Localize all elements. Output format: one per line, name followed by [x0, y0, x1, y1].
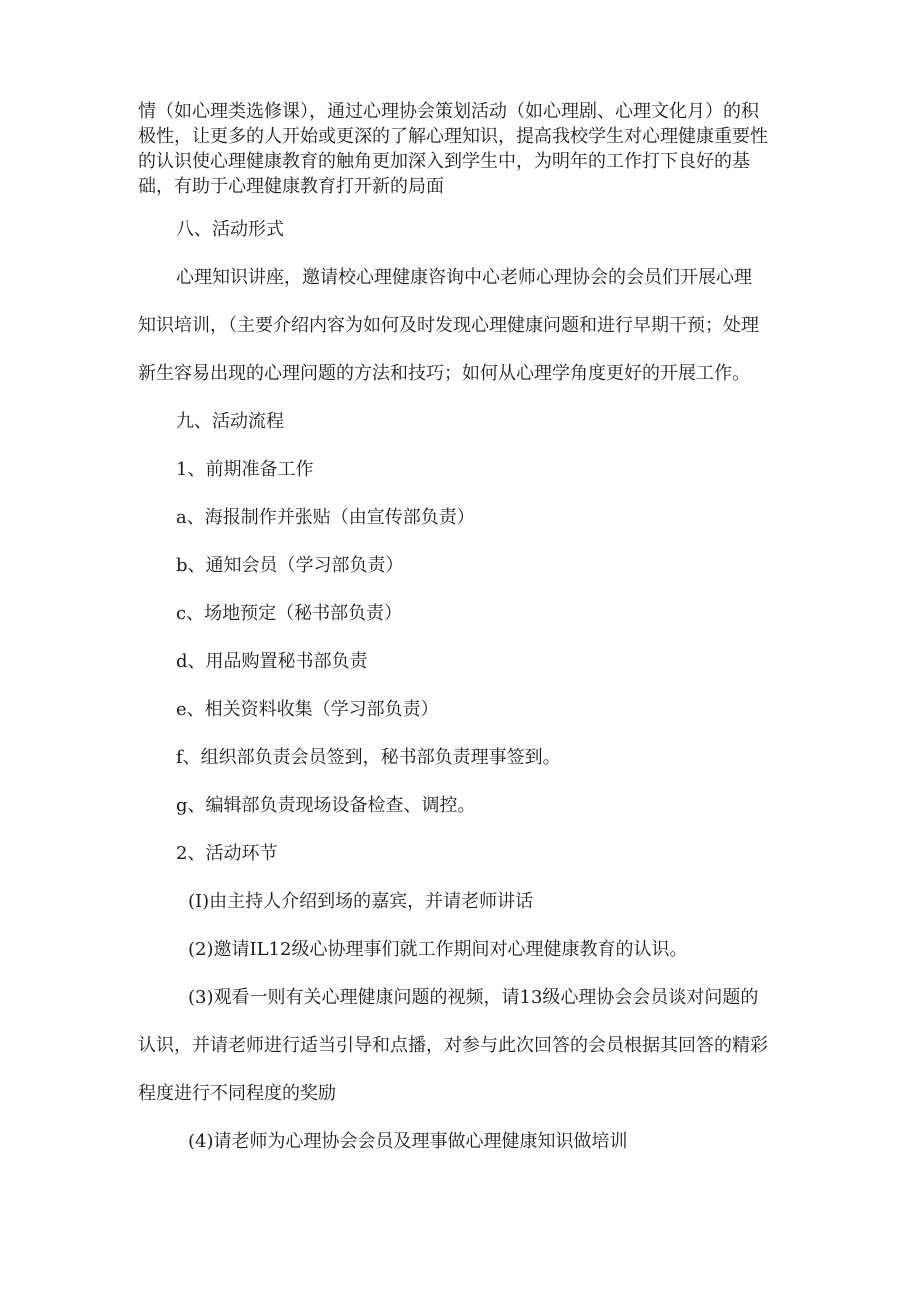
intro-line-1: 情（如心理类选修课），通过心理协会策划活动（如心理剧、心理文化月）的积	[138, 101, 759, 122]
section-8-line-2: 知识培训，（主要介绍内容为如何及时发现心理健康问题和进行早期干预；处理	[138, 315, 759, 336]
section-8-line-3: 新生容易出现的心理问题的方法和技巧；如何从心理学角度更好的开展工作。	[138, 363, 750, 384]
prep-item-a: a、海报制作并张贴（由宣传部负责）	[176, 507, 475, 528]
step-3-line-1: (3)观看一则有关心理健康问题的视频，请13级心理协会会员谈对问题的	[188, 987, 759, 1008]
prep-item-e: e、相关资料收集（学习部负责）	[176, 699, 439, 720]
step-3-line-2: 认识，并请老师进行适当引导和点播，对参与此次回答的会员根据其回答的精彩	[138, 1035, 768, 1056]
prep-item-c: c、场地预定（秘书部负责）	[176, 603, 403, 624]
intro-line-3: 的认识使心理健康教育的触角更加深入到学生中，为明年的工作打下良好的基	[138, 151, 750, 172]
section-8-heading: 八、活动形式	[176, 219, 284, 240]
prep-item-d: d、用品购置秘书部负责	[176, 651, 368, 672]
step-1: (I)由主持人介绍到场的嘉宾，并请老师讲话	[188, 891, 534, 912]
intro-line-4: 础，有助于心理健康教育打开新的局面	[138, 176, 444, 197]
step-3-line-3: 程度进行不同程度的奖励	[138, 1083, 336, 1104]
prep-item-g: g、编辑部负责现场设备检查、调控。	[176, 795, 476, 816]
prep-title: 1、前期准备工作	[176, 459, 314, 480]
section-8-line-1: 心理知识讲座，邀请校心理健康咨询中心老师心理协会的会员们开展心理	[176, 267, 752, 288]
intro-line-2: 极性，让更多的人开始或更深的了解心理知识，提高我校学生对心理健康重要性	[138, 126, 768, 147]
prep-item-b: b、通知会员（学习部负责）	[176, 555, 404, 576]
steps-title: 2、活动环节	[176, 843, 278, 864]
prep-item-f: f、组织部负责会员签到，秘书部负责理事签到。	[176, 747, 561, 768]
step-2: (2)邀请IL12级心协理事们就工作期间对心理健康教育的认识。	[188, 939, 688, 960]
section-9-heading: 九、活动流程	[176, 411, 284, 432]
step-4: (4)请老师为心理协会会员及理事做心理健康知识做培训	[188, 1131, 628, 1152]
